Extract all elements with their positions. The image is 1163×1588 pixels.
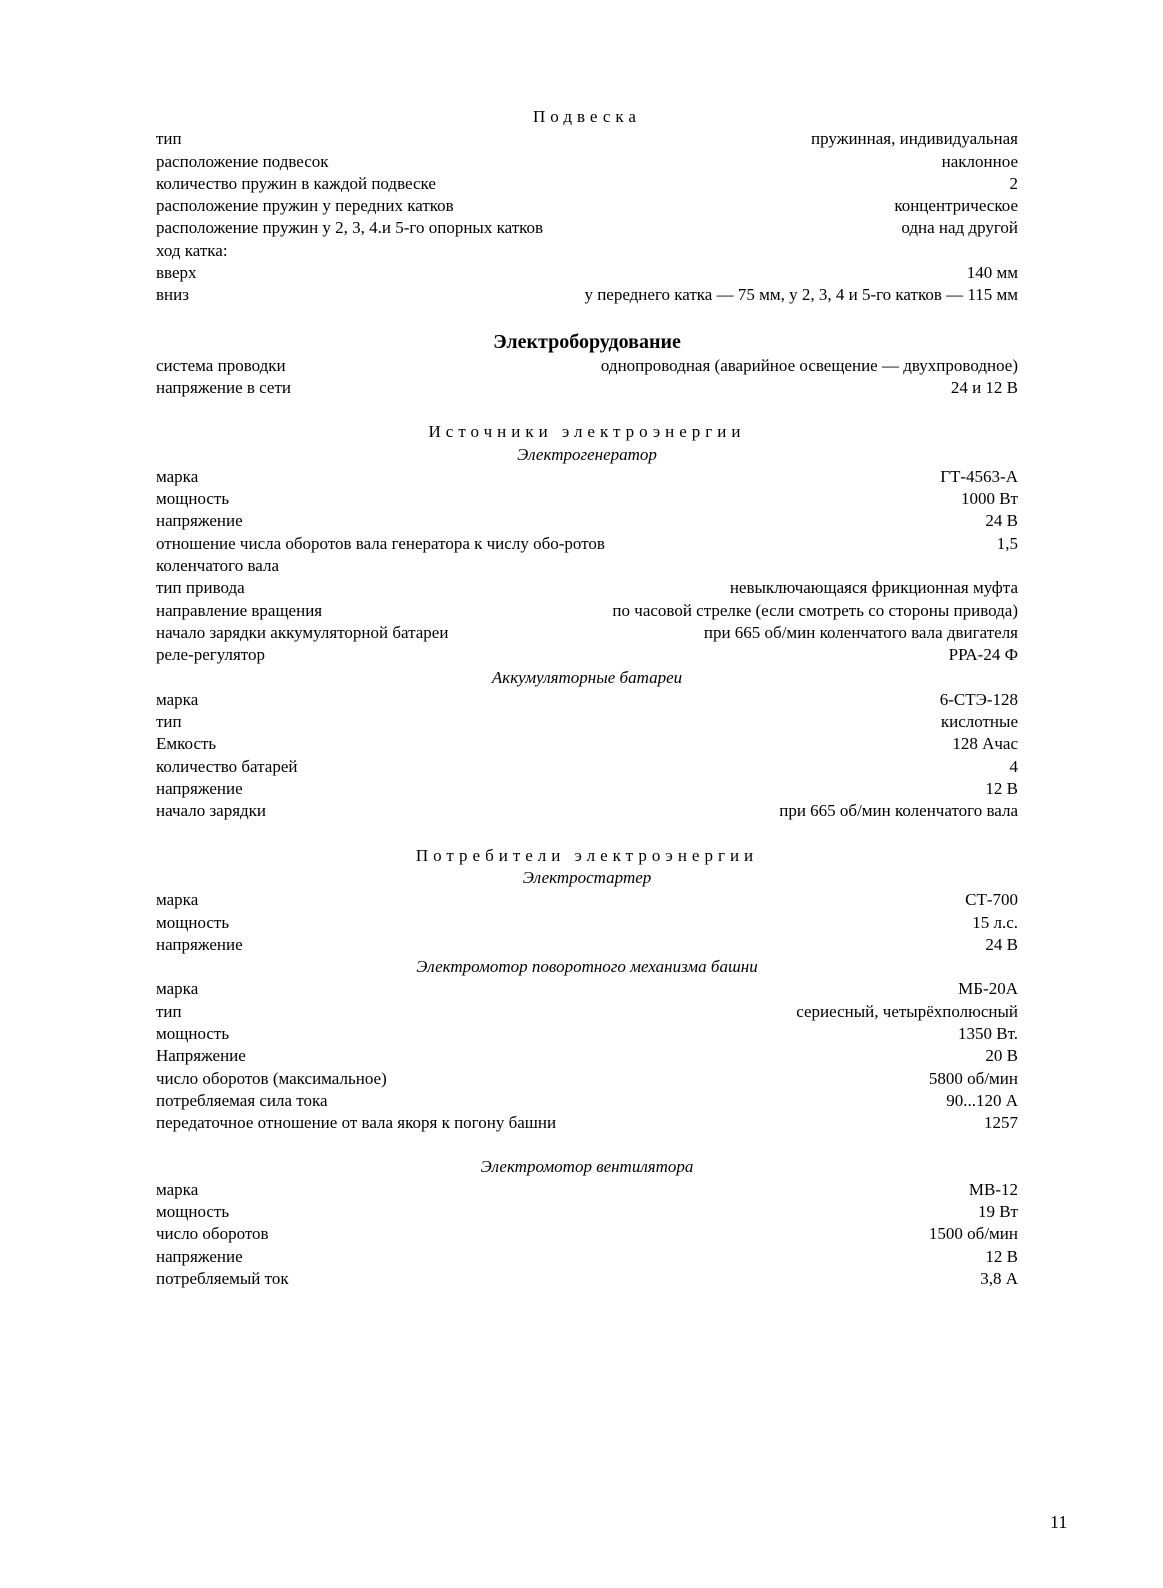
spec-value: невыключающаяся фрикционная муфта bbox=[729, 578, 1018, 598]
spec-page bbox=[156, 106, 1018, 1290]
spec-label: направление вращения bbox=[156, 600, 323, 620]
spec-value: 15 л.с. bbox=[972, 912, 1018, 932]
spec-value: наклонное bbox=[941, 151, 1018, 171]
spec-label: мощность bbox=[156, 489, 230, 509]
spec-label: мощность bbox=[156, 1023, 230, 1043]
spec-row bbox=[156, 778, 1018, 800]
spec-row bbox=[156, 377, 1018, 399]
consumers-heading: Потребители электроэнергии bbox=[415, 845, 759, 865]
spec-label: потребляемый ток bbox=[156, 1268, 289, 1288]
spec-label: марка bbox=[156, 1179, 199, 1199]
spec-label: число оборотов (максимальное) bbox=[156, 1068, 387, 1088]
spec-label: расположение пружин у передних катков bbox=[156, 196, 454, 216]
spec-row bbox=[156, 1179, 1018, 1201]
turret-motor-subheading: Электромотор поворотного механизма башни bbox=[416, 957, 758, 977]
spec-row bbox=[156, 488, 1018, 510]
spec-label: число оборотов bbox=[156, 1224, 269, 1244]
spec-value: 3,8 А bbox=[980, 1268, 1018, 1288]
spec-value: кислотные bbox=[940, 712, 1018, 732]
spec-value: 24 В bbox=[985, 934, 1018, 954]
spec-label: начало зарядки аккумуляторной батареи bbox=[156, 622, 449, 642]
spec-row bbox=[156, 240, 1018, 262]
spec-row bbox=[156, 1001, 1018, 1023]
spec-value: 24 и 12 В bbox=[950, 377, 1018, 397]
spec-label: тип bbox=[156, 129, 182, 149]
spec-label: напряжение bbox=[156, 779, 243, 799]
spec-label: тип привода bbox=[156, 578, 245, 598]
spec-row bbox=[156, 978, 1018, 1000]
spec-row bbox=[156, 510, 1018, 532]
spec-label: марка bbox=[156, 466, 199, 486]
spec-row bbox=[156, 195, 1018, 217]
spec-value: 128 Ачас bbox=[952, 734, 1018, 754]
electrical-table bbox=[156, 355, 1018, 400]
spec-label: ход катка: bbox=[156, 240, 228, 260]
spec-label: тип bbox=[156, 712, 182, 732]
spec-row bbox=[156, 128, 1018, 150]
starter-subheading: Электростартер bbox=[522, 867, 652, 887]
spec-row bbox=[156, 355, 1018, 377]
spec-row bbox=[156, 1112, 1018, 1134]
spec-label: вверх bbox=[156, 263, 197, 283]
spec-value: при 665 об/мин коленчатого вала двигателя bbox=[703, 622, 1018, 642]
spec-row bbox=[156, 151, 1018, 173]
spec-value: 12 В bbox=[985, 1246, 1018, 1266]
turret-motor-table bbox=[156, 978, 1018, 1134]
spec-label: мощность bbox=[156, 1202, 230, 1222]
spec-label: напряжение bbox=[156, 1246, 243, 1266]
spec-label: отношение числа оборотов вала генератора к числу обо-ротов коленчатого вала bbox=[156, 533, 605, 576]
sources-heading: Источники электроэнергии bbox=[428, 422, 746, 442]
spec-label: количество пружин в каждой подвеске bbox=[156, 173, 436, 193]
spec-value: по часовой стрелке (если смотреть со стороны привода) bbox=[612, 600, 1018, 620]
spec-value: 1500 об/мин bbox=[928, 1224, 1018, 1244]
spec-value: концентрическое bbox=[894, 196, 1018, 216]
spec-value: РРА-24 Ф bbox=[948, 645, 1018, 665]
spec-row bbox=[156, 711, 1018, 733]
spec-label: вниз bbox=[156, 285, 189, 305]
spec-row bbox=[156, 1068, 1018, 1090]
spec-row bbox=[156, 733, 1018, 755]
spec-value: 1350 Вт. bbox=[958, 1023, 1018, 1043]
spec-row bbox=[156, 1223, 1018, 1245]
spec-row bbox=[156, 644, 1018, 666]
spec-row bbox=[156, 1246, 1018, 1268]
spec-value: 5800 об/мин bbox=[928, 1068, 1018, 1088]
batteries-subheading: Аккумуляторные батареи bbox=[491, 667, 683, 687]
spec-row bbox=[156, 600, 1018, 622]
spec-value: при 665 об/мин коленчатого вала bbox=[779, 801, 1018, 821]
starter-table bbox=[156, 889, 1018, 956]
spec-value: 1,5 bbox=[996, 533, 1018, 553]
spec-value: МБ-20А bbox=[958, 979, 1018, 999]
spec-value: сериесный, четырёхполюсный bbox=[796, 1001, 1018, 1021]
spec-label: тип bbox=[156, 1001, 182, 1021]
spec-value: 20 В bbox=[985, 1046, 1018, 1066]
suspension-table bbox=[156, 128, 1018, 306]
spec-value: 2 bbox=[1009, 173, 1018, 193]
spec-row bbox=[156, 284, 1018, 306]
spec-label: напряжение в сети bbox=[156, 377, 291, 397]
spec-label: количество батарей bbox=[156, 756, 298, 776]
spec-row bbox=[156, 173, 1018, 195]
electrical-title: Электроборудование bbox=[493, 330, 681, 353]
spec-row bbox=[156, 1045, 1018, 1067]
spec-row bbox=[156, 756, 1018, 778]
spec-value: МВ-12 bbox=[968, 1179, 1018, 1199]
spec-value: 6-СТЭ-128 bbox=[939, 689, 1018, 709]
spec-value: у переднего катка — 75 мм, у 2, 3, 4 и 5-го катков — 115 мм bbox=[584, 285, 1018, 305]
suspension-heading: Подвеска bbox=[533, 107, 641, 126]
spec-row bbox=[156, 622, 1018, 644]
fan-motor-subheading: Электромотор вентилятора bbox=[480, 1157, 694, 1177]
spec-label: потребляемая сила тока bbox=[156, 1090, 328, 1110]
generator-table bbox=[156, 466, 1018, 667]
spec-value: 24 В bbox=[985, 511, 1018, 531]
spec-label: реле-регулятор bbox=[156, 645, 266, 665]
spec-label: напряжение bbox=[156, 934, 243, 954]
generator-subheading: Электрогенератор bbox=[517, 444, 657, 464]
spec-label: марка bbox=[156, 890, 199, 910]
spec-row bbox=[156, 217, 1018, 239]
spec-value: 1000 Вт bbox=[960, 489, 1018, 509]
spec-row bbox=[156, 689, 1018, 711]
spec-value: СТ-700 bbox=[965, 890, 1018, 910]
spec-row bbox=[156, 1268, 1018, 1290]
spec-row bbox=[156, 577, 1018, 599]
spec-value: 90...120 А bbox=[946, 1090, 1018, 1110]
spec-value: одна над другой bbox=[901, 218, 1018, 238]
spec-value: 4 bbox=[1009, 756, 1018, 776]
spec-value: 19 Вт bbox=[977, 1202, 1018, 1222]
spec-label: напряжение bbox=[156, 511, 243, 531]
spec-row bbox=[156, 934, 1018, 956]
spec-row bbox=[156, 1090, 1018, 1112]
batteries-table bbox=[156, 689, 1018, 823]
spec-value: 1257 bbox=[984, 1113, 1018, 1133]
spec-label: начало зарядки bbox=[156, 801, 267, 821]
spec-row bbox=[156, 1023, 1018, 1045]
spec-label: мощность bbox=[156, 912, 230, 932]
spec-label: система проводки bbox=[156, 355, 286, 375]
spec-label: передаточное отношение от вала якоря к погону башни bbox=[156, 1113, 557, 1133]
spec-label: марка bbox=[156, 689, 199, 709]
spec-value: 140 мм bbox=[966, 263, 1018, 283]
spec-row bbox=[156, 800, 1018, 822]
spec-row bbox=[156, 533, 1018, 578]
page-number: 11 bbox=[1050, 1512, 1068, 1532]
spec-row bbox=[156, 912, 1018, 934]
spec-value: пружинная, индивидуальная bbox=[811, 129, 1018, 149]
spec-value: однопроводная (аварийное освещение — двухпроводное) bbox=[600, 355, 1018, 375]
spec-row bbox=[156, 466, 1018, 488]
fan-motor-table bbox=[156, 1179, 1018, 1290]
spec-row bbox=[156, 1201, 1018, 1223]
spec-label: Емкость bbox=[156, 734, 217, 754]
spec-value: ГТ-4563-А bbox=[940, 466, 1018, 486]
spec-label: расположение пружин у 2, 3, 4.и 5-го опорных катков bbox=[156, 218, 544, 238]
spec-label: расположение подвесок bbox=[156, 151, 329, 171]
spec-label: Напряжение bbox=[156, 1046, 246, 1066]
spec-row bbox=[156, 889, 1018, 911]
spec-value: 12 В bbox=[985, 779, 1018, 799]
spec-label: марка bbox=[156, 979, 199, 999]
spec-row bbox=[156, 262, 1018, 284]
